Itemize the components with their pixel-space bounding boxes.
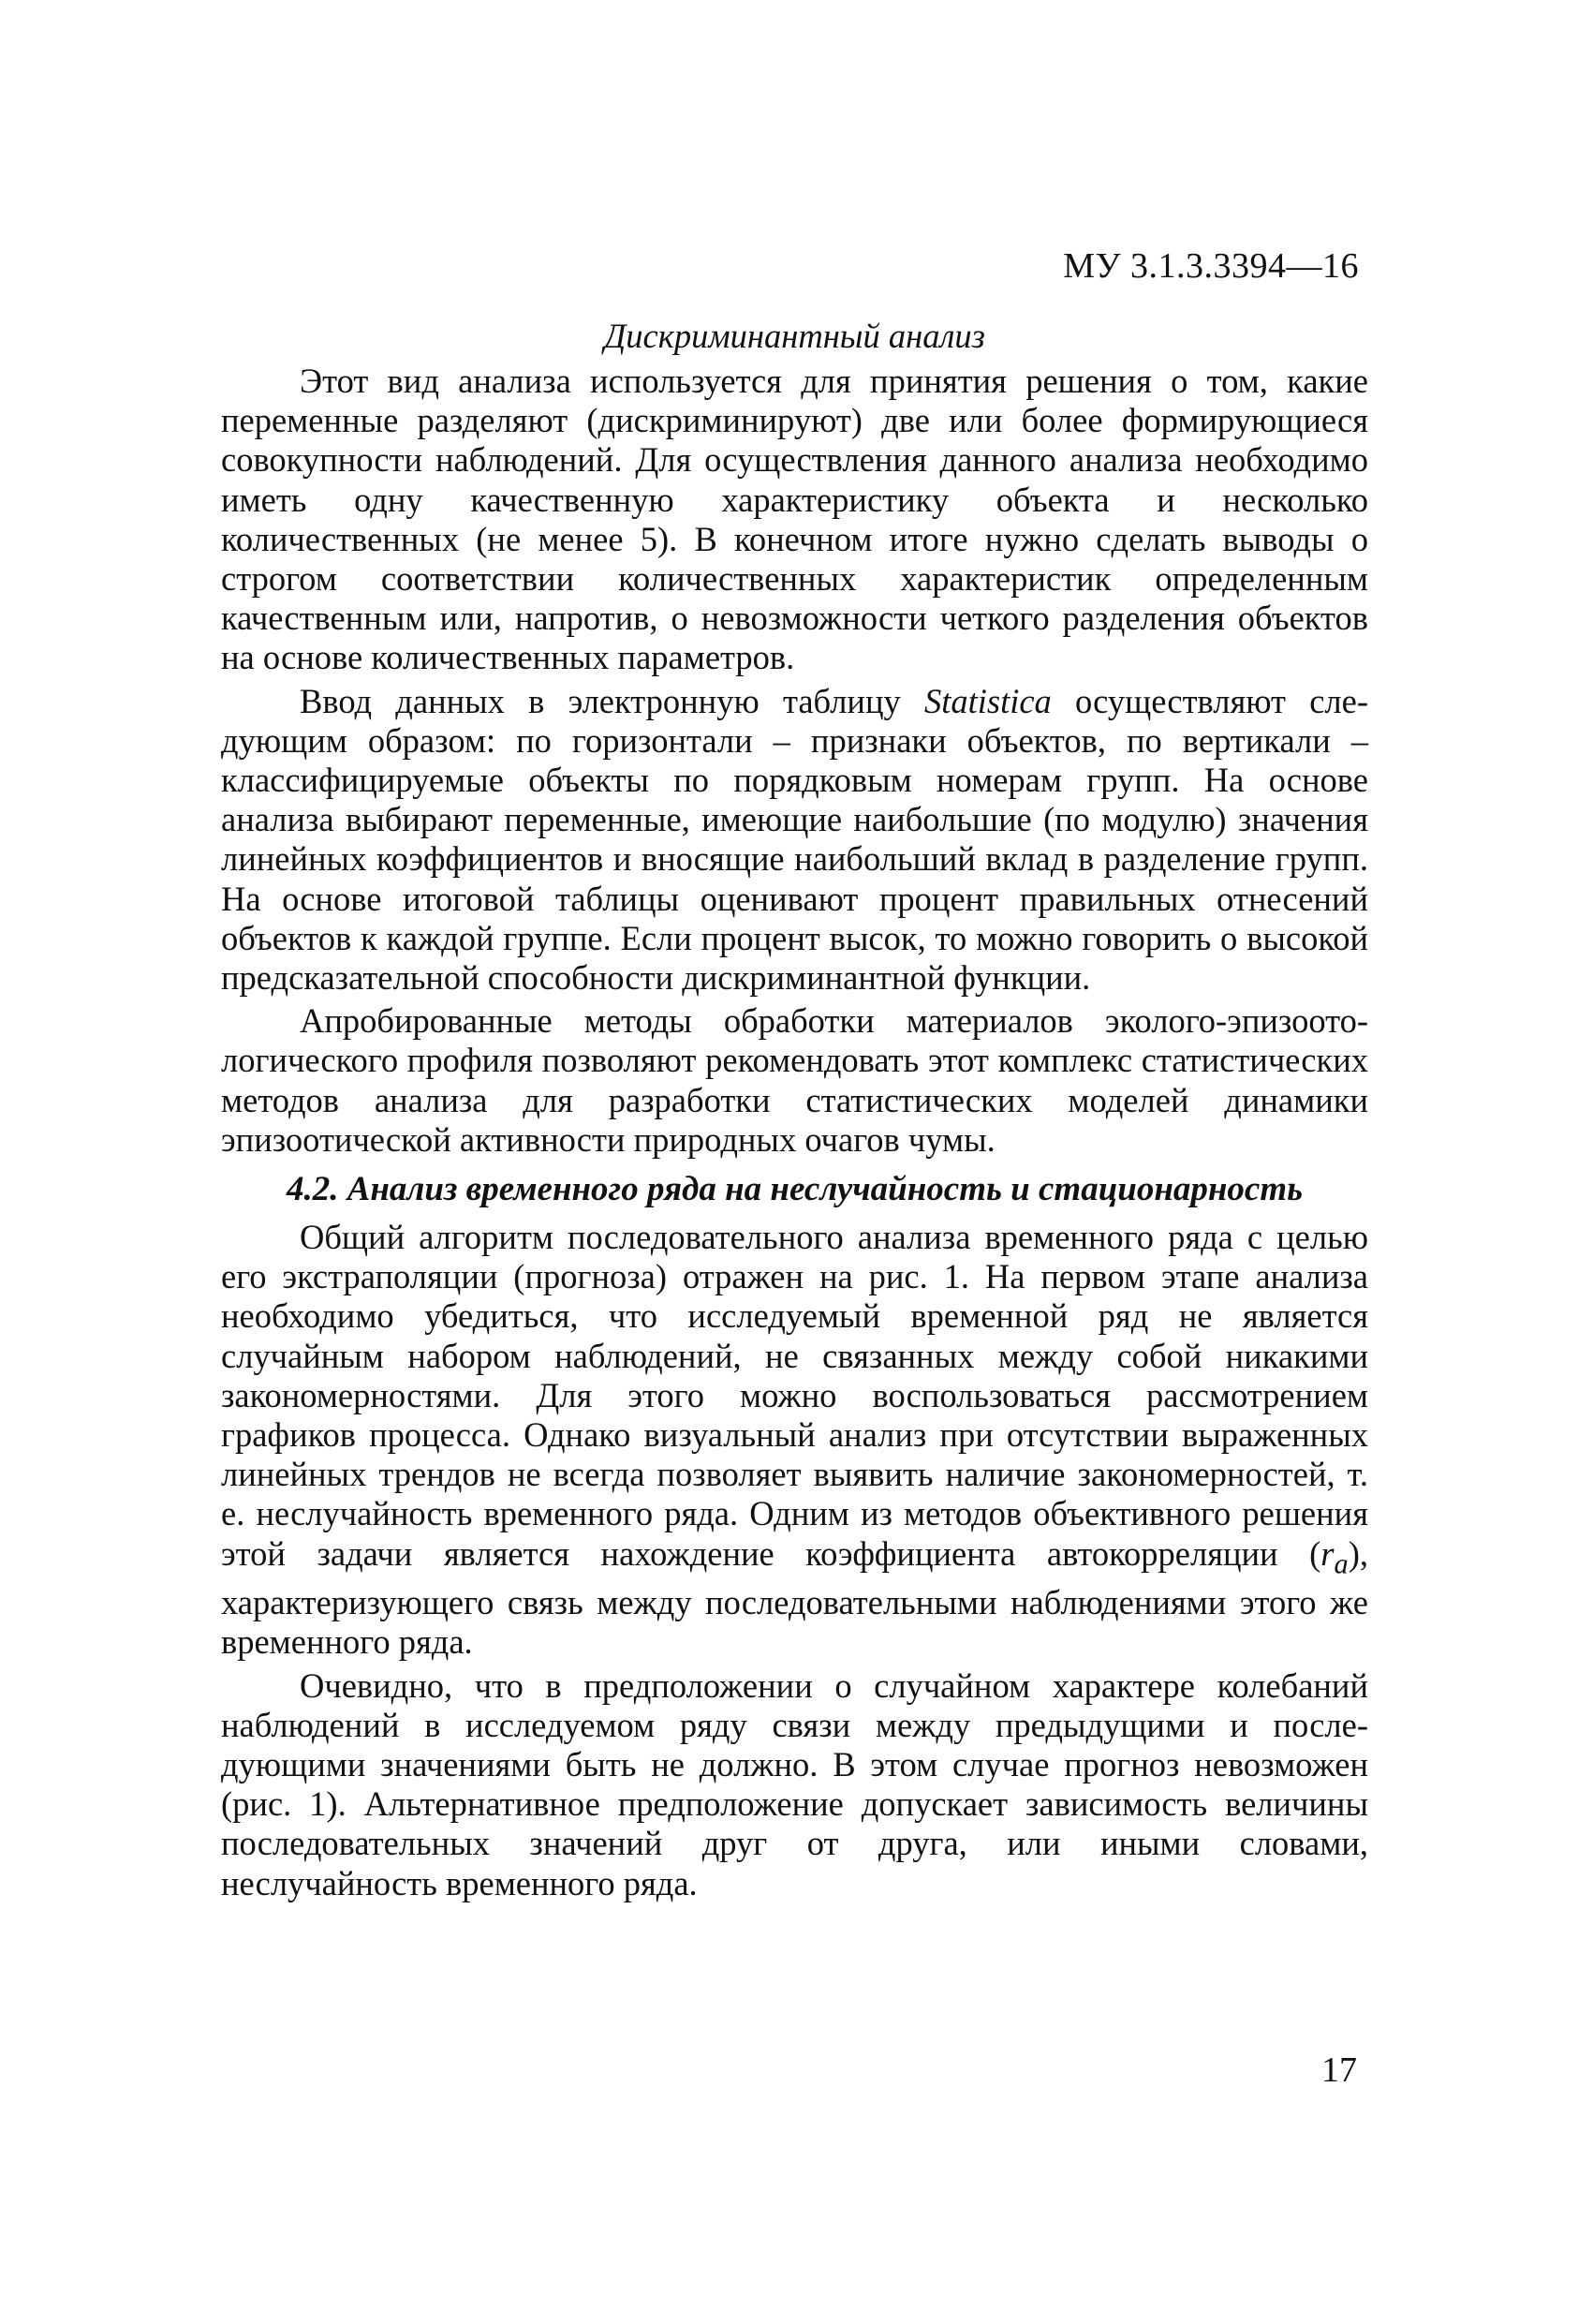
paragraph-random-hypothesis: Очевидно, что в предположении о случайном характере колебаний наблюдений в исследуемом ряду связи между предыдущими и последующими значениями быть не должно. В этом случае прогноз невозможен (рис. 1). Альтернативное предположение допускает зависимость величины последовательных значений друг от друга, или иными словами, неслучайность временного ряда.	[221, 1665, 1368, 1902]
paragraph-discriminant-intro: Этот вид анализа используется для принятия решения о том, какие переменные разделяют (дискриминируют) две или более формирующиеся совокупности наблюдений. Для осуществления данного анализа необходимо иметь одну качественную характеристику объекта и несколько количественных (не менее 5). В конечном итоге нужно сделать выводы о строгом соответствии количественных характеристик определенным качественным или, напротив, о невозможности четкого разделения объектов на основе количественных параметров.	[221, 362, 1368, 677]
section-heading: 4.2. Анализ временного ряда на неслучайность и стационарность	[286, 1170, 1304, 1209]
subsection-title: Дискриминантный анализ	[604, 317, 985, 355]
paragraph-methods-recommendation: Апробированные методы обработки материалов эколого-эпизоотологического профиля позволяют рекомендовать этот комплекс статистических методов анализа для разработки статистических моделей динамики эпизоотической активности природных очагов чумы.	[221, 1001, 1368, 1159]
paragraph-algorithm-part2: ), характеризующего связь между последовательными наблюдениями этого же временного ряда.	[221, 1533, 1368, 1662]
page-content	[221, 317, 1368, 1903]
software-name: Statistica	[923, 681, 1052, 720]
symbol-subscript: a	[1334, 1547, 1349, 1579]
paragraph-data-entry-part1: Ввод данных в электронную таблицу	[300, 681, 924, 720]
document-code: МУ 3.1.3.3394—16	[1063, 246, 1359, 286]
paragraph-data-entry-part2: осуществляют следующим образом: по горизонтали – признаки объектов, по вертикали – классифицируемые объекты по порядковым номерам групп. На основе анализа выбирают переменные, имеющие наибольшие (по модулю) значения линейных коэффициентов и вносящие наибольший вклад в разделение групп. На основе итоговой таблицы оценивают процент правильных отнесений объектов к каждой группе. Если процент высок, то можно говорить о высокой предсказательной способности дискриминантной функции.	[221, 681, 1368, 998]
autocorrelation-symbol	[1320, 1533, 1349, 1579]
symbol-r: r	[1320, 1533, 1335, 1573]
page-number: 17	[1321, 2050, 1357, 2090]
paragraph-data-entry	[221, 682, 1368, 999]
paragraph-algorithm-part1: Общий алгоритм последовательного анализа временного ряда с целью его экстраполяции (прогноза) отражен на рис. 1. На первом этапе анализа необходимо убедиться, что исследуемый временной ряд не является случайным набором наблюдений, не связанных между собой никакими закономерностями. Для этого можно воспользоваться рассмотрением графиков процесса. Однако визуальный анализ при отсутствии выраженных линейных трендов не всегда позволяет выявить наличие закономерностей, т. е. неслучайность временного ряда. Одним из методов объективного решения этой задачи является нахождение коэффициента автокорреляции (	[221, 1218, 1368, 1573]
paragraph-time-series-algorithm	[221, 1218, 1368, 1663]
